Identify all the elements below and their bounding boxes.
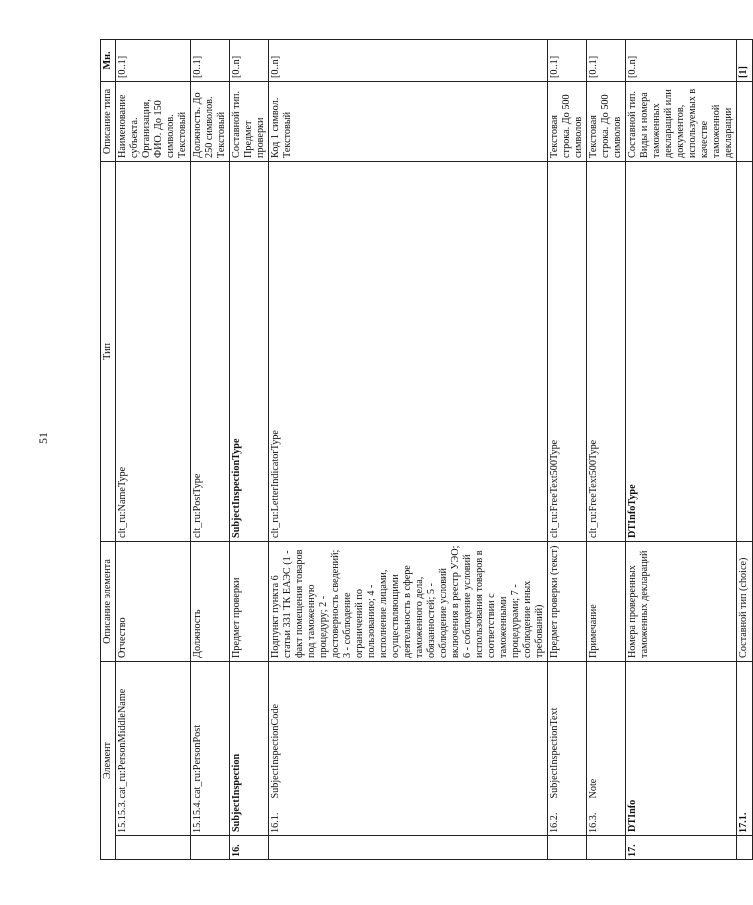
element-description: Предмет проверки <box>230 541 269 661</box>
element-name: SubjectInspectionCode <box>269 661 548 801</box>
page-number: 51 <box>36 432 50 444</box>
element-name: cat_ru:PersonMiddleName <box>116 661 191 801</box>
element-name: cat_ru:PersonPost <box>191 661 230 801</box>
table-row <box>191 39 230 859</box>
table-row <box>587 39 626 859</box>
element-type: clt_ru:PostType <box>191 161 230 541</box>
header-description: Описание элемента <box>101 541 116 661</box>
element-description: Составной тип (choice) <box>737 541 753 661</box>
element-type: DTInfoType <box>626 161 737 541</box>
type-description: Текстовая строка. До 500 символов <box>548 81 587 161</box>
element-description: Должность <box>191 541 230 661</box>
row-number: 16. <box>230 836 269 860</box>
multiplicity: [0..n] <box>230 39 269 81</box>
type-description: Должность. До 250 символов. Текстовый <box>191 81 230 161</box>
element-name <box>737 661 753 801</box>
type-description: Составной тип. Предмет проверки <box>230 81 269 161</box>
multiplicity: [0..n] <box>626 39 737 81</box>
row-number: 15.15.3. <box>116 802 191 836</box>
header-row <box>101 39 116 859</box>
row-number: 17.1. <box>737 802 753 836</box>
type-description: Код 1 символ. Текстовый <box>269 81 548 161</box>
multiplicity: [0..n] <box>269 39 548 81</box>
row-number: 16.3. <box>587 802 626 836</box>
element-type: SubjectInspectionType <box>230 161 269 541</box>
element-type: clt_ru:FreeText500Type <box>587 161 626 541</box>
element-description: Отчество <box>116 541 191 661</box>
multiplicity: [1] <box>737 39 753 81</box>
header-type-description: Описание типа <box>101 81 116 161</box>
element-description: Подпункт пункта 6 статьи 331 ТК ЕАЭС (1 - факт помещения товаров под таможенную процедуру; 2 - достоверность сведений; 3 - соблюдение ограничений по пользованию; 4 - исполнение лицами, осуществляющими деятельность в сфере таможенного дела, обязанностей; 5 - соблюдение условий включения в реестр УЭО; 6 - соблюдение условий использования товаров в соответствии с таможенными процедурами; 7 - соблюдение иных требований) <box>269 541 548 661</box>
table-row <box>626 39 737 859</box>
multiplicity: [0..1] <box>116 39 191 81</box>
header-type: Тип <box>101 161 116 541</box>
table-row <box>116 39 191 859</box>
element-description: Предмет проверки (текст) <box>548 541 587 661</box>
header-multiplicity: Мн. <box>101 39 116 81</box>
type-description: Составной тип. Виды и номера таможенных деклараций или документов, используемых в качестве таможенной декларации <box>626 81 737 161</box>
header-element: Элемент <box>101 661 116 859</box>
element-type: clt_ru:NameType <box>116 161 191 541</box>
row-number: 15.15.4. <box>191 802 230 836</box>
row-number: 16.1. <box>269 802 548 836</box>
table-row <box>230 39 269 859</box>
element-type: clt_ru:LetterIndicatorType <box>269 161 548 541</box>
type-description <box>737 81 753 161</box>
row-number: 17. <box>626 836 737 860</box>
element-name: SubjectInspectionText <box>548 661 587 801</box>
row-number: 16.2. <box>548 802 587 836</box>
element-name: Note <box>587 661 626 801</box>
table-row <box>737 39 753 859</box>
type-description: Текстовая строка. До 500 символов <box>587 81 626 161</box>
multiplicity: [0..1] <box>191 39 230 81</box>
multiplicity: [0..1] <box>587 39 626 81</box>
element-name: SubjectInspection <box>230 661 269 835</box>
spec-table <box>100 39 753 860</box>
element-type <box>737 161 753 541</box>
element-type: clt_ru:FreeText500Type <box>548 161 587 541</box>
type-description: Наименование субъекта. Организация, ФИО. До 150 символов. Текстовый <box>116 81 191 161</box>
element-description: Номера проверенных таможенных деклараций <box>626 541 737 661</box>
table-row <box>548 39 587 859</box>
element-name: DTInfo <box>626 661 737 835</box>
element-description: Примечание <box>587 541 626 661</box>
table-row <box>269 39 548 859</box>
multiplicity: [0..1] <box>548 39 587 81</box>
rotated-table-container <box>100 40 749 860</box>
